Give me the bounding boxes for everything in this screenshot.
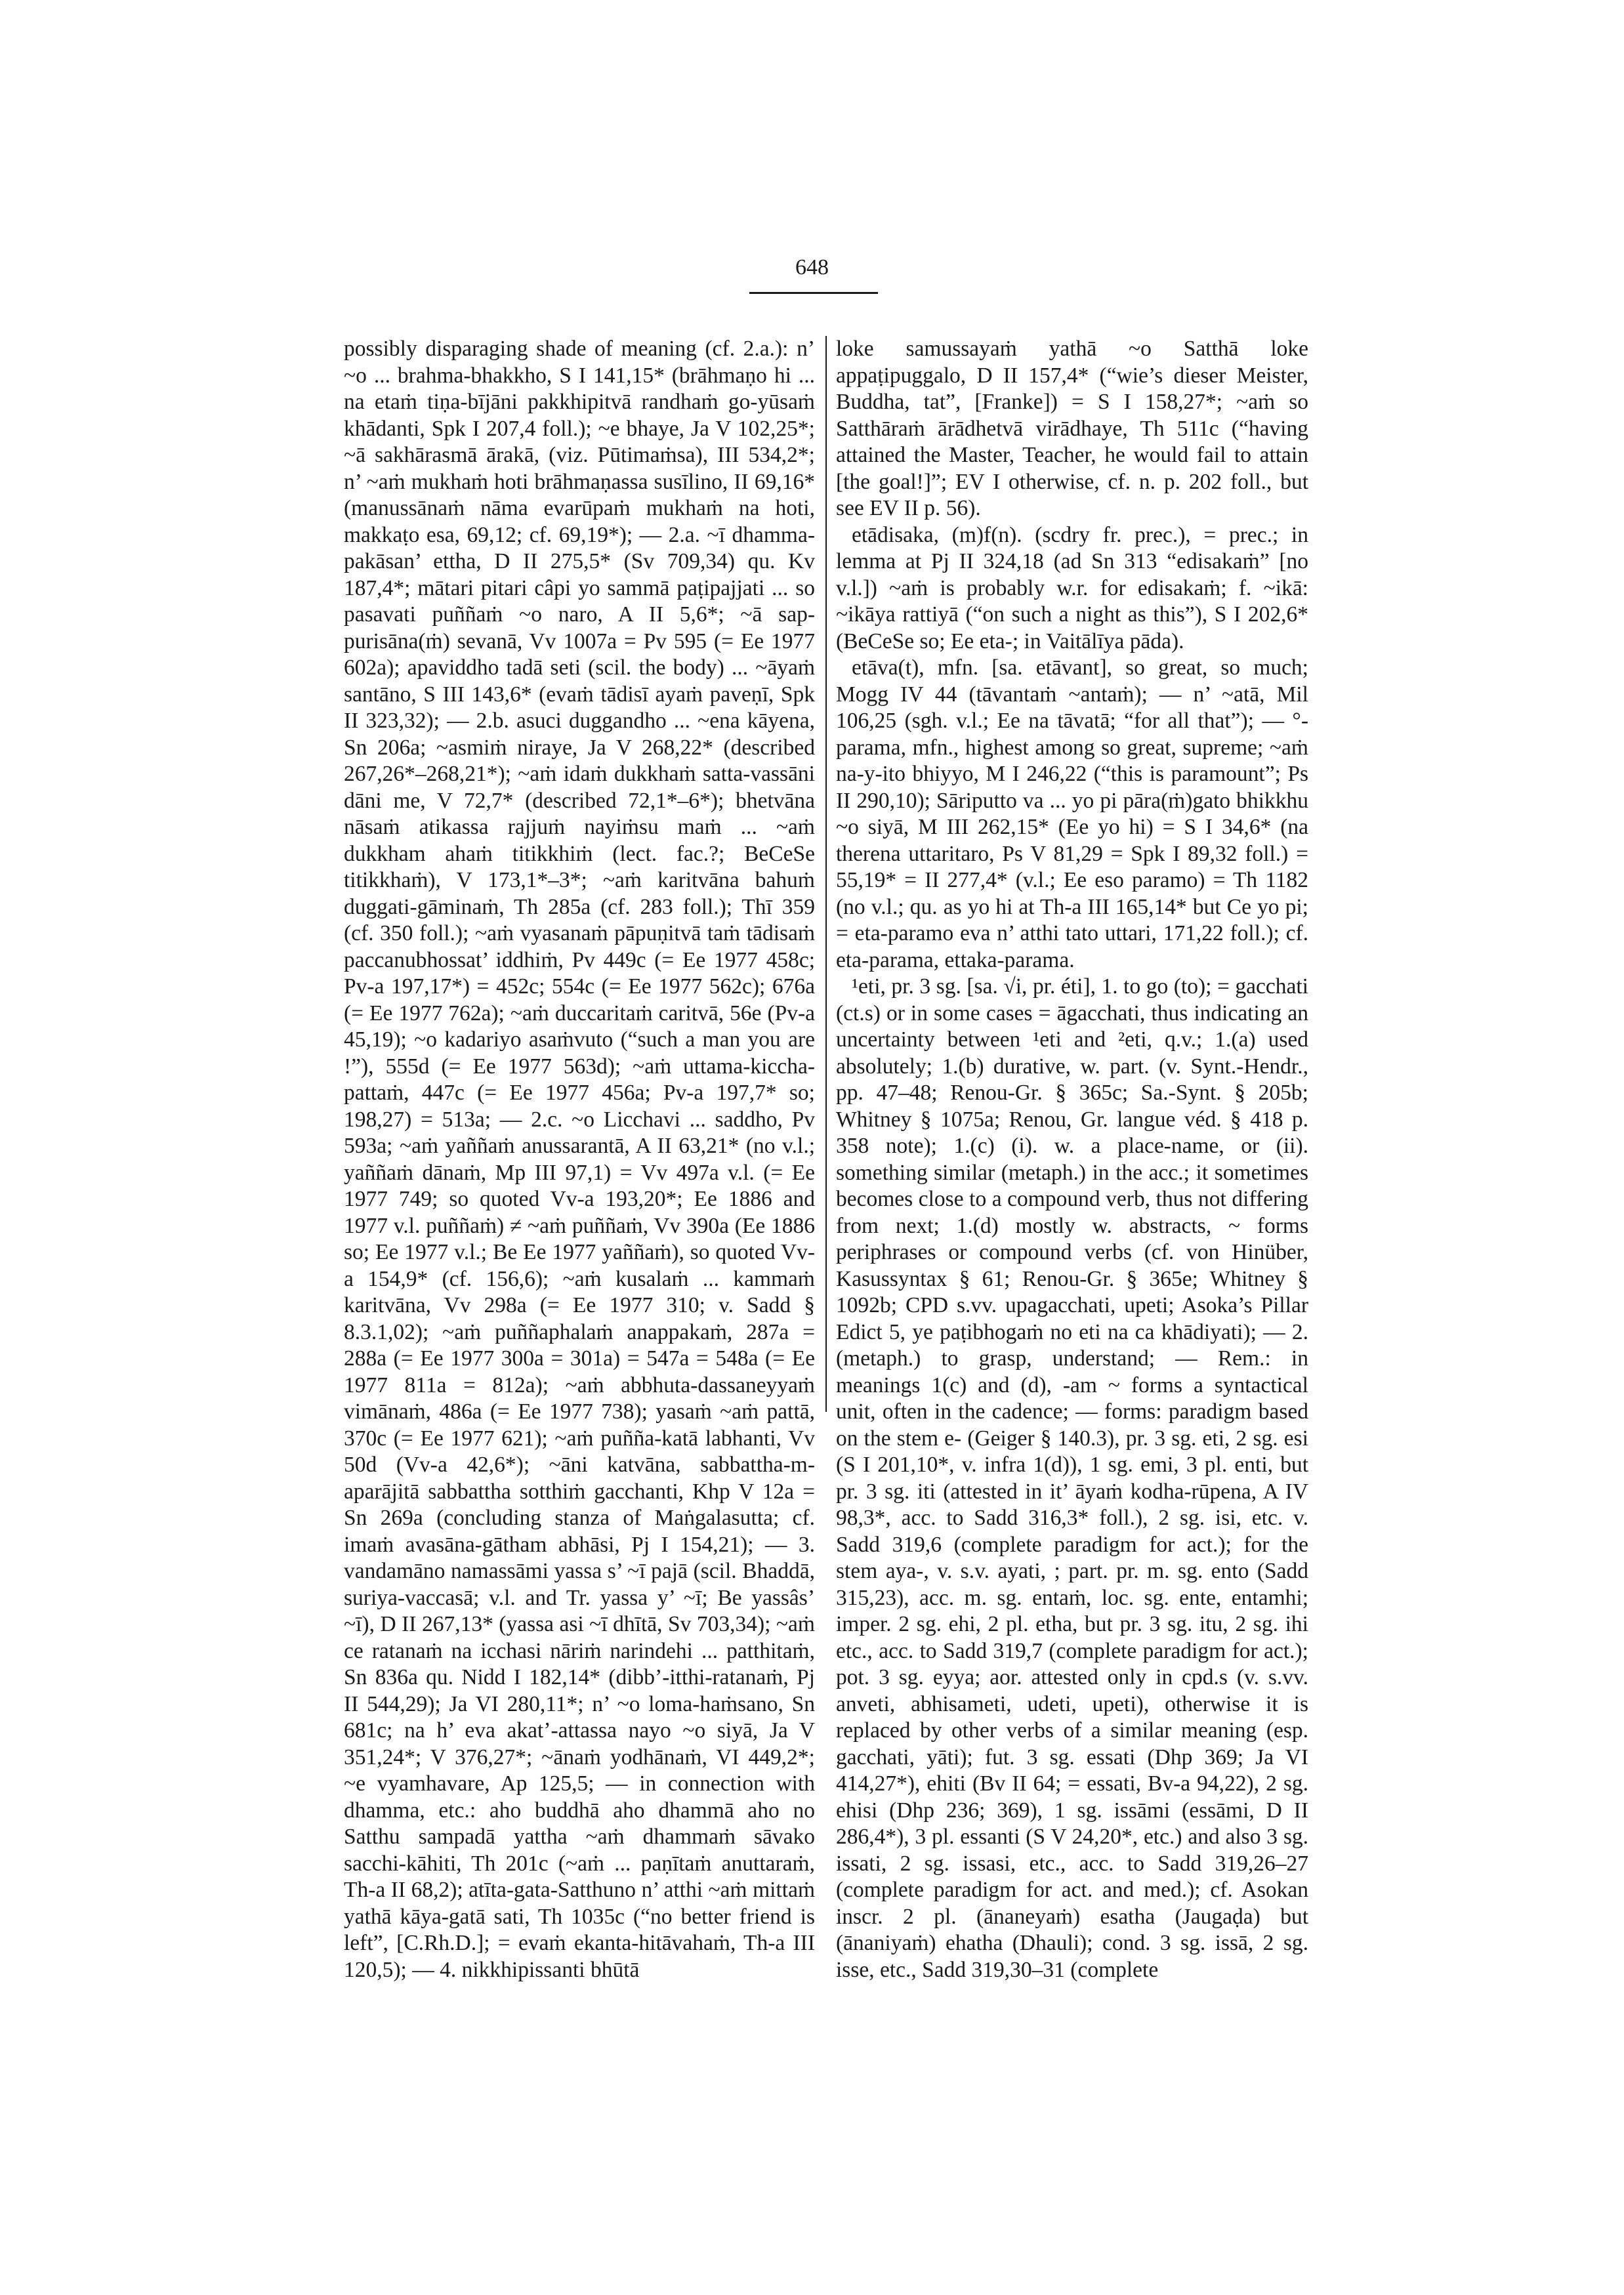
entry-etavat: etāva(t), mfn. [sa. etāvant], so great, so much; Mogg IV 44 (tāvantaṁ ~antaṁ); — n’ ~atā, Mil 106,25 (sgh. v.l.; Ee na tāvatā; “for all that”); — °-parama, mfn., highest among so great, supreme; ~aṁ na-y-ito bhiyyo, M I 246,22 (“this is paramount”; Ps II 290,10); Sāriputto va ... yo pi pāra(ṁ)gato bhikkhu ~o siyā, M III 262,15* (Ee yo hi) = S I 34,6* (na therena uttaritaro, Ps V 81,29 = Spk I 89,32 foll.) = 55,19* = II 277,4* (v.l.; Ee eso paramo) = Th 1182 (no v.l.; qu. as yo hi at Th-a III 165,14* but Ce yo pi; = eta-paramo eva n’ atthi tato uttari, 171,22 foll.); cf. eta-parama, ettaka-parama. [836,655,1308,972]
column-divider [825,336,827,1412]
entry-etadisaka: etādisaka, (m)f(n). (scdry fr. prec.), = prec.; in lemma at Pj II 324,18 (ad Sn 313 “edisakaṁ” [no v.l.]) ~aṁ is probably w.r. for edisakaṁ; f. ~ikā: ~ikāya rattiyā (“on such a night as this”), S I 202,6* (BeCeSe so; Ee eta-; in Vaitālīya pāda). [836,522,1308,653]
right-column-paragraph: loke samussayaṁ yathā ~o Satthā loke appaṭipuggalo, D II 157,4* (“wie’s dieser Meister, Buddha, tat”, [Franke]) = S I 158,27*; ~aṁ so Satthāraṁ ārādhetvā virādhaye, Th 511c (“having attained the Master, Teacher, he would fail to attain [the goal!]”; EV I otherwise, cf. n. p. 202 foll., but see EV II p. 56). [836,337,1308,520]
right-column [836,336,1308,1983]
left-column [344,336,815,1983]
left-column-paragraph: possibly disparaging shade of meaning (cf. 2.a.): n’ ~o ... brahma-bhakkho, S I 141,15* (brāhmaṇo hi ... na etaṁ tiṇa-bījāni pakkhipitvā randhaṁ go-yūsaṁ khādanti, Spk I 207,4 foll.); ~e bhaye, Ja V 102,25*; ~ā sakhārasmā ārakā, (viz. Pūtimaṁsa), III 534,2*; n’ ~aṁ mukhaṁ hoti brāhmaṇassa susīlino, II 69,16* (manussānaṁ nāma evarūpaṁ mukhaṁ na hoti, makkaṭo esa, 69,12; cf. 69,19*); — 2.a. ~ī dhamma-pakāsan’ ettha, D II 275,5* (Sv 709,34) qu. Kv 187,4*; mātari pitari câpi yo sammā paṭipajjati ... so pasavati puññaṁ ~o naro, A II 5,6*; ~ā sap-purisāna(ṁ) sevanā, Vv 1007a = Pv 595 (= Ee 1977 602a); apaviddho tadā seti (scil. the body) ... ~āyaṁ santāno, S III 143,6* (evaṁ tādisī ayaṁ paveṇī, Spk II 323,32); — 2.b. asuci duggandho ... ~ena kāyena, Sn 206a; ~asmiṁ niraye, Ja V 268,22* (described 267,26*–268,21*); ~aṁ idaṁ dukkhaṁ satta-vassāni dāni me, V 72,7* (described 72,1*–6*); bhetvāna nāsaṁ atikassa rajjuṁ nayiṁsu maṁ ... ~aṁ dukkham ahaṁ titikkhiṁ (lect. fac.?; BeCeSe titikkhaṁ), V 173,1*–3*; ~aṁ karitvāna bahuṁ duggati-gāminaṁ, Th 285a (cf. 283 foll.); Thī 359 (cf. 350 foll.); ~aṁ vyasanaṁ pāpuṇitvā taṁ tādisaṁ paccanubhossat’ iddhiṁ, Pv 449c (= Ee 1977 458c; Pv-a 197,17*) = 452c; 554c (= Ee 1977 562c); 676a (= Ee 1977 762a); ~aṁ duccaritaṁ caritvā, 56e (Pv-a 45,19); ~o kadariyo asaṁvuto (“such a man you are !”), 555d (= Ee 1977 563d); ~aṁ uttama-kiccha-pattaṁ, 447c (= Ee 1977 456a; Pv-a 197,7* so; 198,27) = 513a; — 2.c. ~o Licchavi ... saddho, Pv 593a; ~aṁ yaññaṁ anussarantā, A II 63,21* (no v.l.; yaññaṁ dānaṁ, Mp III 97,1) = Vv 497a v.l. (= Ee 1977 749; so quoted Vv-a 193,20*; Ee 1886 and 1977 v.l. puññaṁ) ≠ ~aṁ puññaṁ, Vv 390a (Ee 1886 so; Ee 1977 v.l.; Be Ee 1977 yaññaṁ), so quoted Vv-a 154,9* (cf. 156,6); ~aṁ kusalaṁ ... kammaṁ karitvāna, Vv 298a (= Ee 1977 310; v. Sadd § 8.3.1,02); ~aṁ puññaphalaṁ anappakaṁ, 287a = 288a (= Ee 1977 300a = 301a) = 547a = 548a (= Ee 1977 811a = 812a); ~aṁ abbhuta-dassaneyyaṁ vimānaṁ, 486a (= Ee 1977 738); yasaṁ ~aṁ pattā, 370c (= Ee 1977 621); ~aṁ puñña-katā labhanti, Vv 50d (Vv-a 42,6*); ~āni katvāna, sabbattha-m-aparājitā sabbattha sotthiṁ gacchanti, Khp V 12a = Sn 269a (concluding stanza of Maṅgalasutta; cf. imaṁ avasāna-gātham abhāsi, Pj I 154,21); — 3. vandamāno namassāmi yassa s’ ~ī pajā (scil. Bhaddā, suriya-vaccasā; v.l. and Tr. yassa y’ ~ī; Be yassâs’ ~ī), D II 267,13* (yassa asi ~ī dhītā, Sv 703,34); ~aṁ ce ratanaṁ na icchasi nāriṁ narindehi ... patthitaṁ, Sn 836a qu. Nidd I 182,14* (dibb’-itthi-ratanaṁ, Pj II 544,29); Ja VI 280,11*; n’ ~o loma-haṁsano, Sn 681c; na h’ eva akat’-attassa nayo ~o siyā, Ja V 351,24*; V 376,27*; ~ānaṁ yodhānaṁ, VI 449,2*; ~e vyamhavare, Ap 125,5; — in connection with dhamma, etc.: aho buddhā aho dhammā aho no Satthu sampadā yattha ~aṁ dhammaṁ sāvako sacchi-kāhiti, Th 201c (~aṁ ... paṇītaṁ anuttaraṁ, Th-a II 68,2); atīta-gata-Satthuno n’ atthi ~aṁ mittaṁ yathā kāya-gatā sati, Th 1035c (“no better friend is left”, [C.Rh.D.]; = evaṁ ekanta-hitāvahaṁ, Th-a III 120,5); — 4. nikkhipissanti bhūtā [344,337,815,1982]
entry-eti: ¹eti, pr. 3 sg. [sa. √i, pr. éti], 1. to go (to); = gacchati (ct.s) or in some cases = āgacchati, thus indicating an uncertainty between ¹eti and ²eti, q.v.; 1.(a) used absolutely; 1.(b) durative, w. part. (v. Synt.-Hendr., pp. 47–48; Renou-Gr. § 365c; Sa.-Synt. § 205b; Whitney § 1075a; Renou, Gr. langue véd. § 418 p. 358 note); 1.(c) (i). w. a place-name, or (ii). something similar (metaph.) in the acc.; it sometimes becomes close to a compound verb, thus not differing from next; 1.(d) mostly w. abstracts, ~ forms periphrases or compound verbs (cf. von Hinüber, Kasussyntax § 61; Renou-Gr. § 365e; Whitney § 1092b; CPD s.vv. upagacchati, upeti; Asoka’s Pillar Edict 5, ye paṭibhogaṁ no eti na ca khādiyati); — 2. (metaph.) to grasp, understand; — Rem.: in meanings 1(c) and (d), -am ~ forms a syntactical unit, often in the cadence; — forms: paradigm based on the stem e- (Geiger § 140.3), pr. 3 sg. eti, 2 sg. esi (S I 201,10*, v. infra 1(d)), 1 sg. emi, 3 pl. enti, but pr. 3 sg. iti (attested in it’ āyaṁ kodha-rūpena, A IV 98,3*, acc. to Sadd 316,3* foll.), 2 sg. isi, etc. v. Sadd 319,6 (complete paradigm for act.); for the stem aya-, v. s.v. ayati, ; part. pr. m. sg. ento (Sadd 315,23), acc. m. sg. entaṁ, loc. sg. ente, entamhi; imper. 2 sg. ehi, 2 pl. etha, but pr. 3 sg. itu, 2 sg. ihi etc., acc. to Sadd 319,7 (complete paradigm for act.); pot. 3 sg. eyya; aor. attested only in cpd.s (v. s.vv. anveti, abhisameti, udeti, upeti), otherwise it is replaced by other verbs of a similar meaning (esp. gacchati, yāti); fut. 3 sg. essati (Dhp 369; Ja VI 414,27*), ehiti (Bv II 64; = essati, Bv-a 94,22), 2 sg. ehisi (Dhp 236; 369), 1 sg. issāmi (essāmi, D II 286,4*), 3 pl. essanti (S V 24,20*, etc.) and also 3 sg. issati, 2 sg. issasi, etc., acc. to Sadd 319,26–27 (complete paradigm for act. and med.); cf. Asokan inscr. 2 pl. (ānaneyaṁ) esatha (Jaugaḍa) but (ānaniyaṁ) ehatha (Dhauli); cond. 3 sg. issā, 2 sg. isse, etc., Sadd 319,30–31 (complete [836,974,1308,1982]
page-number: 648 [795,255,829,279]
page-number-rule [749,292,878,294]
